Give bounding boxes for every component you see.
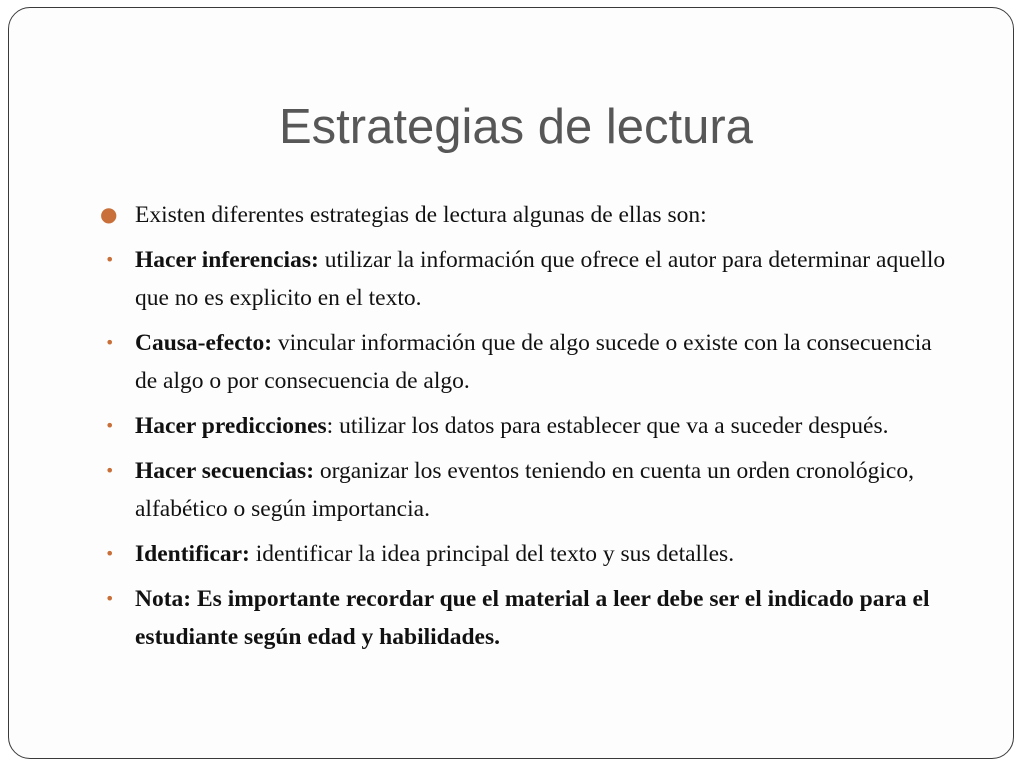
bullet-identificar bbox=[105, 535, 947, 573]
round-bullet-icon: ● bbox=[100, 202, 118, 226]
dot-bullet-icon: • bbox=[105, 250, 115, 269]
dot-bullet-icon: • bbox=[105, 333, 115, 352]
bullet-inferencias bbox=[105, 241, 947, 317]
term-label: Hacer secuencias: bbox=[135, 458, 315, 484]
bullet-nota bbox=[105, 580, 947, 656]
term-description: utilizar la información que ofrece el autor para determinar aquello que no es explicito en el texto. bbox=[135, 247, 946, 311]
intro-text: Existen diferentes estrategias de lectura algunas de ellas son: bbox=[135, 202, 707, 228]
slide bbox=[8, 7, 1014, 759]
bullet-predicciones bbox=[105, 407, 947, 445]
bullet-causa-efecto bbox=[105, 324, 947, 400]
dot-bullet-icon: • bbox=[105, 589, 115, 608]
dot-bullet-icon: • bbox=[105, 416, 115, 435]
term-label: Identificar: bbox=[135, 541, 250, 567]
term-description: : utilizar los datos para establecer que va a suceder después. bbox=[326, 413, 889, 439]
bullet-secuencias bbox=[105, 452, 947, 528]
term-label: Hacer inferencias: bbox=[135, 247, 319, 273]
slide-title: Estrategias de lectura bbox=[279, 100, 753, 154]
note-text: Nota: Es importante recordar que el material a leer debe ser el indicado para el estudiante según edad y habilidades. bbox=[135, 586, 930, 650]
dot-bullet-icon: • bbox=[105, 544, 115, 563]
term-label: Hacer predicciones bbox=[135, 413, 327, 439]
term-description: identificar la idea principal del texto y sus detalles. bbox=[249, 541, 735, 567]
term-label: Causa-efecto: bbox=[135, 330, 273, 356]
dot-bullet-icon: • bbox=[105, 461, 115, 480]
term-description: organizar los eventos teniendo en cuenta un orden cronológico, alfabético o según importancia. bbox=[135, 458, 914, 522]
term-description: vincular información que de algo sucede o existe con la consecuencia de algo o por consecuencia de algo. bbox=[135, 330, 932, 394]
bullet-intro bbox=[100, 196, 947, 234]
bullet-list bbox=[100, 196, 947, 663]
